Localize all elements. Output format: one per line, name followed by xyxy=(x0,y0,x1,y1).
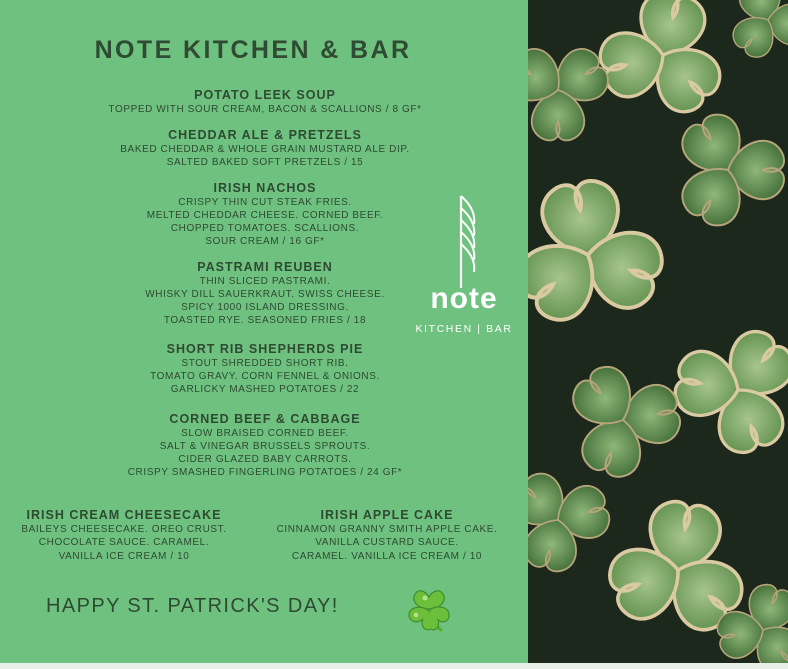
menu-item-description: CRISPY SMASHED FINGERLING POTATOES / 24 GF* xyxy=(127,467,403,478)
menu-item-description: THIN SLICED PASTRAMI. xyxy=(199,276,331,287)
menu-item xyxy=(90,260,440,327)
restaurant-title: NOTE KITCHEN & BAR xyxy=(94,36,412,64)
dessert-item xyxy=(262,508,512,563)
dessert-name: IRISH APPLE CAKE xyxy=(320,508,454,522)
menu-item-description: SOUR CREAM / 16 GF* xyxy=(205,236,325,247)
dessert-name: IRISH CREAM CHEESECAKE xyxy=(26,508,222,522)
menu-item-description: TOPPED WITH SOUR CREAM, BACON & SCALLIONS / 8 GF* xyxy=(108,104,422,115)
dessert-description: CINNAMON GRANNY SMITH APPLE CAKE. xyxy=(276,524,498,535)
menu-item xyxy=(90,412,440,479)
dessert-description: VANILLA CUSTARD SAUCE. xyxy=(315,537,459,549)
dessert-description: CARAMEL. VANILLA ICE CREAM / 10 xyxy=(291,550,483,562)
menu-item xyxy=(90,342,440,396)
menu-item-name: SHORT RIB SHEPHERDS PIE xyxy=(166,342,364,356)
menu-item-name: POTATO LEEK SOUP xyxy=(194,88,336,102)
greeting-text: HAPPY ST. PATRICK'S DAY! xyxy=(46,595,339,617)
menu-item-description: TOMATO GRAVY. CORN FENNEL & ONIONS. xyxy=(150,371,380,382)
menu-item xyxy=(90,181,440,248)
menu-item-description: WHISKY DILL SAUERKRAUT. SWISS CHEESE. xyxy=(145,289,385,300)
menu-item xyxy=(90,88,440,116)
menu-item-name: CHEDDAR ALE & PRETZELS xyxy=(168,128,362,142)
menu-item-description: GARLICKY MASHED POTATOES / 22 xyxy=(170,384,360,395)
bottom-strip xyxy=(0,663,788,669)
logo-word: note xyxy=(430,282,498,315)
menu-item-description: BAKED CHEDDAR & WHOLE GRAIN MUSTARD ALE DIP. xyxy=(120,144,410,155)
logo-subtitle: KITCHEN | BAR xyxy=(415,323,513,335)
menu-item-description: MELTED CHEDDAR CHEESE. CORNED BEEF. xyxy=(146,210,384,221)
note-logo xyxy=(406,190,522,340)
menu-item xyxy=(90,128,440,169)
shamrock-photo xyxy=(528,0,788,663)
dessert-item xyxy=(4,508,244,563)
menu-item-description: SALT & VINEGAR BRUSSELS SPROUTS. xyxy=(159,441,371,452)
menu-item-name: CORNED BEEF & CABBAGE xyxy=(169,412,361,426)
menu-item-name: PASTRAMI REUBEN xyxy=(197,260,333,274)
menu-item-description: CRISPY THIN CUT STEAK FRIES. xyxy=(178,197,352,208)
music-note-icon xyxy=(406,190,522,290)
menu-item-name: IRISH NACHOS xyxy=(213,181,317,195)
menu-item-description: CHOPPED TOMATOES. SCALLIONS. xyxy=(170,223,360,234)
dessert-description: BAILEYS CHEESECAKE. OREO CRUST. xyxy=(21,524,227,535)
menu-item-description: TOASTED RYE. SEASONED FRIES / 18 xyxy=(163,315,367,326)
dessert-description: VANILLA ICE CREAM / 10 xyxy=(58,550,190,562)
menu-item-description: SPICY 1000 ISLAND DRESSING. xyxy=(181,302,349,313)
menu-item-description: SLOW BRAISED CORNED BEEF. xyxy=(181,428,349,439)
menu-item-description: CIDER GLAZED BABY CARROTS. xyxy=(178,454,352,465)
menu-item-description: STOUT SHREDDED SHORT RIB. xyxy=(181,358,349,369)
dessert-description: CHOCOLATE SAUCE. CARAMEL. xyxy=(38,537,210,549)
menu-item-description: SALTED BAKED SOFT PRETZELS / 15 xyxy=(166,157,364,168)
wooden-shamrocks-image xyxy=(528,0,788,663)
shamrock-icon xyxy=(403,582,455,634)
